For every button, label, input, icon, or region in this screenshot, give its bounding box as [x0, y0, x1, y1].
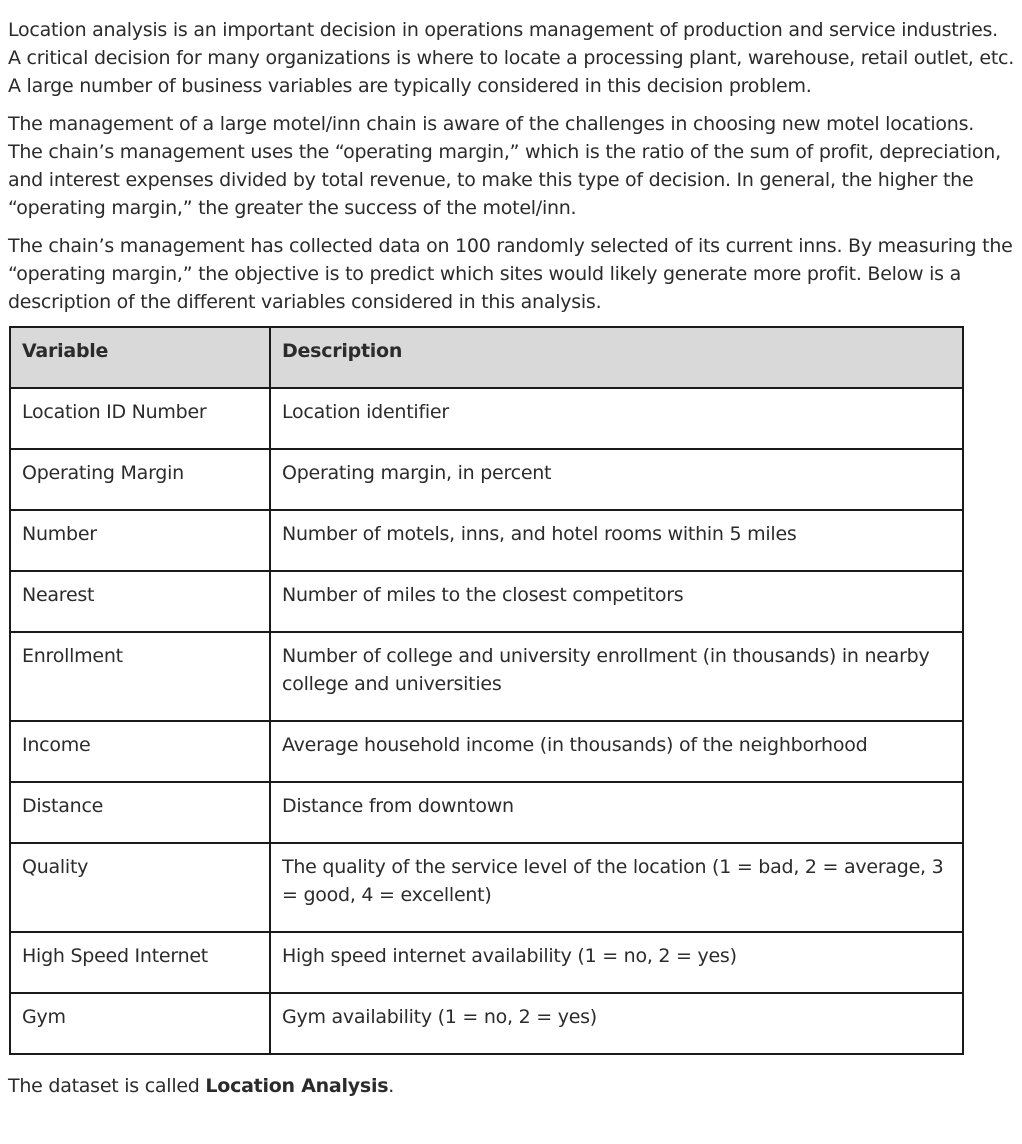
dataset-name: Location Analysis [205, 1075, 389, 1097]
management-paragraph: The management of a large motel/inn chain is aware of the challenges in choosing new motel locations. The chain’s management uses the “operating margin,” which is the ratio of the sum of profit, depreciation, and interest expenses divided by total revenue, to make this type of decision. In general, the higher the “operating margin,” the greater the success of the motel/inn. [8, 113, 1001, 219]
data-collection-paragraph: The chain’s management has collected data on 100 randomly selected of its current inns. By measuring the “operating margin,” the objective is to predict which sites would likely generate more profit. Below is a description of the different variables considered in this analysis. [8, 235, 1013, 313]
table-row [10, 449, 963, 510]
intro-paragraph: Location analysis is an important decision in operations management of production and service industries. A critical decision for many organizations is where to locate a processing plant, warehouse, retail outlet, etc. A large number of business variables are typically considered in this decision problem. [8, 19, 1015, 97]
description-cell: Distance from downtown [270, 782, 963, 843]
description-cell: High speed internet availability (1 = no, 2 = yes) [270, 932, 963, 993]
header-description: Description [270, 327, 963, 388]
table-row [10, 721, 963, 782]
table-row [10, 782, 963, 843]
dataset-note [8, 1072, 1014, 1100]
table-row [10, 510, 963, 571]
table-row [10, 843, 963, 932]
table-row [10, 388, 963, 449]
variable-cell: Distance [10, 782, 270, 843]
variable-cell: Gym [10, 993, 270, 1054]
table-row [10, 932, 963, 993]
variable-cell: Enrollment [10, 632, 270, 721]
description-cell: Number of miles to the closest competitors [270, 571, 963, 632]
table-header-row [10, 327, 963, 388]
table-row [10, 632, 963, 721]
description-cell: Number of college and university enrollment (in thousands) in nearby college and universities [270, 632, 963, 721]
description-cell: Location identifier [270, 388, 963, 449]
variable-cell: Number [10, 510, 270, 571]
header-variable: Variable [10, 327, 270, 388]
description-cell: Number of motels, inns, and hotel rooms within 5 miles [270, 510, 963, 571]
variable-cell: Operating Margin [10, 449, 270, 510]
variable-cell: Income [10, 721, 270, 782]
variable-cell: Location ID Number [10, 388, 270, 449]
dataset-note-suffix: . [388, 1075, 395, 1097]
table-row [10, 993, 963, 1054]
variable-cell: Nearest [10, 571, 270, 632]
dataset-note-prefix: The dataset is called [8, 1075, 206, 1097]
variables-table [9, 326, 964, 1055]
description-cell: Operating margin, in percent [270, 449, 963, 510]
description-cell: Gym availability (1 = no, 2 = yes) [270, 993, 963, 1054]
description-cell: The quality of the service level of the location (1 = bad, 2 = average, 3 = good, 4 = excellent) [270, 843, 963, 932]
table-row [10, 571, 963, 632]
variable-cell: Quality [10, 843, 270, 932]
description-cell: Average household income (in thousands) of the neighborhood [270, 721, 963, 782]
variable-cell: High Speed Internet [10, 932, 270, 993]
